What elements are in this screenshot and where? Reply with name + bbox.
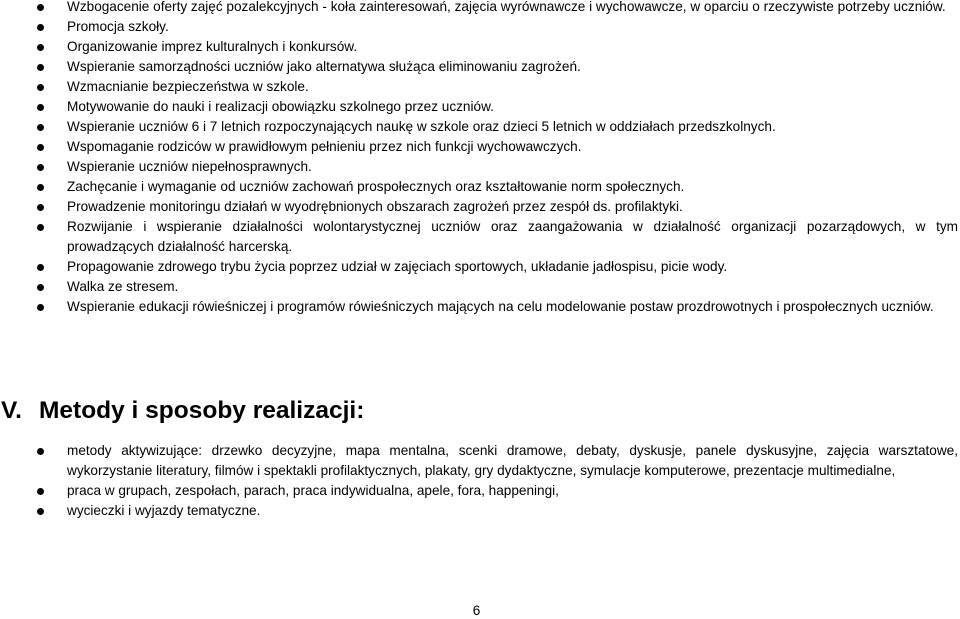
- bullet-icon: [37, 124, 44, 131]
- list-item: Wspomaganie rodziców w prawidłowym pełnieniu przez nich funkcji wychowawczych.: [0, 137, 960, 157]
- bullet-icon: [37, 164, 44, 171]
- list-item: Wspieranie uczniów niepełnosprawnych.: [0, 157, 960, 177]
- section-title: Metody i sposoby realizacji:: [39, 397, 365, 424]
- bullet-icon: [37, 204, 44, 211]
- list-item: Propagowanie zdrowego trybu życia poprzez udział w zajęciach sportowych, układanie jadłospisu, picie wody.: [0, 257, 960, 277]
- list-item: Rozwijanie i wspieranie działalności wolontarystycznej uczniów oraz zaangażowania w działalność organizacji pozarządowych, w tym prowadzących działalność harcerską.: [0, 217, 960, 257]
- list-item: wycieczki i wyjazdy tematyczne.: [0, 501, 960, 521]
- list-item: Motywowanie do nauki i realizacji obowiązku szkolnego przez uczniów.: [0, 97, 960, 117]
- bullet-icon: [37, 508, 44, 515]
- methods-list: [0, 441, 960, 521]
- bullet-icon: [37, 144, 44, 151]
- list-item: Wzbogacenie oferty zajęć pozalekcyjnych - koła zainteresowań, zajęcia wyrównawcze i wychowawcze, w oparciu o rzeczywiste potrzeby uczniów.: [0, 0, 960, 17]
- bullet-icon: [37, 264, 44, 271]
- list-item: Wspieranie uczniów 6 i 7 letnich rozpoczynających naukę w szkole oraz dzieci 5 letnich w oddziałach przedszkolnych.: [0, 117, 960, 137]
- bullet-icon: [37, 224, 44, 231]
- list-item: Wspieranie samorządności uczniów jako alternatywa służąca eliminowaniu zagrożeń.: [0, 57, 960, 77]
- list-item: praca w grupach, zespołach, parach, praca indywidualna, apele, fora, happeningi,: [0, 481, 960, 501]
- bullet-icon: [37, 184, 44, 191]
- list-item: Promocja szkoły.: [0, 17, 960, 37]
- list-item: Prowadzenie monitoringu działań w wyodrębnionych obszarach zagrożeń przez zespół ds. profilaktyki.: [0, 197, 960, 217]
- list-item: Wzmacnianie bezpieczeństwa w szkole.: [0, 77, 960, 97]
- bullet-icon: [37, 44, 44, 51]
- bullet-icon: [37, 304, 44, 311]
- bullet-icon: [37, 84, 44, 91]
- section-number: V.: [1, 397, 22, 424]
- bullet-icon: [37, 448, 44, 455]
- list-item: Zachęcanie i wymaganie od uczniów zachowań prospołecznych oraz kształtowanie norm społecznych.: [0, 177, 960, 197]
- bullet-icon: [37, 4, 44, 11]
- list-item: metody aktywizujące: drzewko decyzyjne, mapa mentalna, scenki dramowe, debaty, dyskusje, panele dyskusyjne, zajęcia warsztatowe, wykorzystanie literatury, filmów i spektakli profilaktycznych, plakaty, gry dydaktyczne, symulacje komputerowe, prezentacje multimedialne,: [0, 441, 960, 481]
- list-item: Walka ze stresem.: [0, 277, 960, 297]
- bullet-icon: [37, 284, 44, 291]
- bullet-icon: [37, 24, 44, 31]
- bullet-icon: [37, 104, 44, 111]
- bullet-icon: [37, 64, 44, 71]
- list-item: Organizowanie imprez kulturalnych i konkursów.: [0, 37, 960, 57]
- page-number: 6: [472, 603, 481, 618]
- bullet-icon: [37, 488, 44, 495]
- list-item: Wspieranie edukacji rówieśniczej i programów rówieśniczych mających na celu modelowanie postaw prozdrowotnych i prospołecznych uczniów.: [0, 297, 960, 317]
